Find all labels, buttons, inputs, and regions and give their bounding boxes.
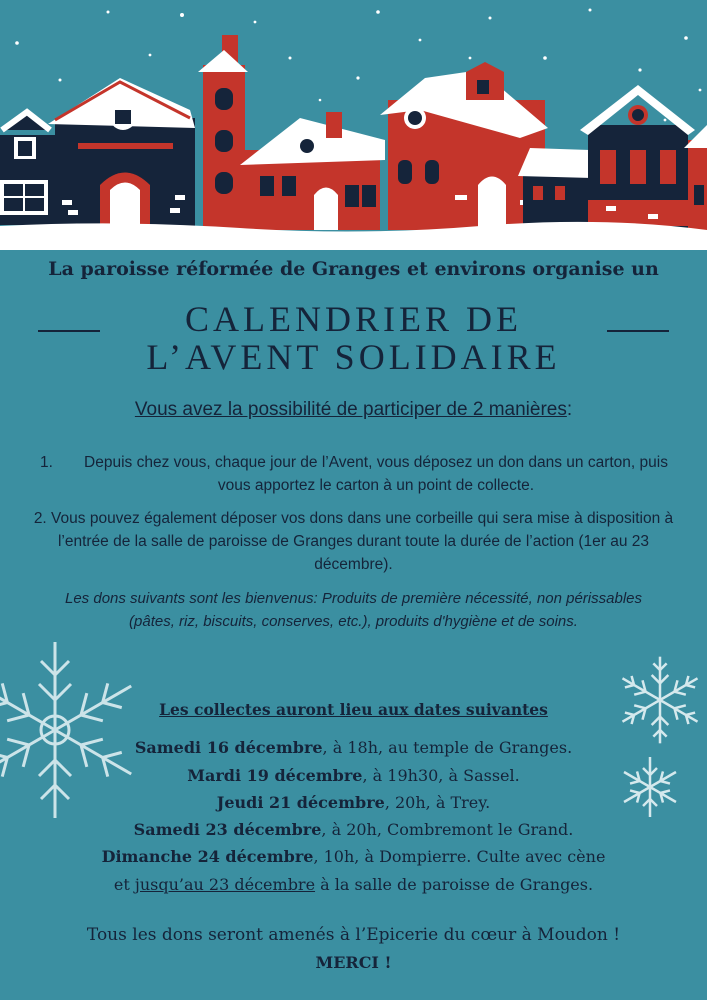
house-red-tower (198, 35, 248, 230)
collection-date: Jeudi 21 décembre, 20h, à Trey. (216, 793, 491, 812)
page-title-line1: CALENDRIER DE (185, 299, 522, 339)
house-navy-small (518, 148, 592, 230)
list-item: 2. Vous pouvez également déposer vos dons dans une corbeille qui sera mise à disposition à l’entrée de la salle de paroisse de Granges durant toute la durée de l’action (1er au 23 décembre). (33, 510, 674, 573)
collection-date: Samedi 23 décembre, à 20h, Combremont le Grand. (133, 820, 574, 839)
collections-heading: Les collectes auront lieu aux dates suivantes (159, 700, 548, 719)
house-left (0, 112, 58, 225)
intro-text: La paroisse réformée de Granges et environs organise un (48, 258, 659, 280)
snowy-village-illustration (0, 0, 707, 250)
house-navy-large (48, 78, 195, 228)
footer-text: Tous les dons seront amenés à l’Epicerie du cœur à Moudon ! (86, 925, 621, 945)
list-item-text: Depuis chez vous, chaque jour de l’Avent, vous déposez un don dans un carton, puis vous apportez le carton à un point de collecte. (84, 454, 668, 494)
house-red-middle (240, 112, 385, 230)
donations-text: Les dons suivants sont les bienvenus: Produits de première nécessité, non périssables (pâtes, riz, biscuits, conserves, etc.), produits d'hygiène et de soins. (65, 590, 642, 630)
participation-heading: Vous avez la possibilité de participer de 2 manières: (134, 399, 573, 420)
collection-date: Samedi 16 décembre, à 18h, au temple de Granges. (134, 738, 573, 757)
collection-date: Dimanche 24 décembre, 10h, à Dompierre. Culte avec cène (101, 847, 606, 866)
list-item-number: 1. (40, 454, 53, 471)
collection-date: Mardi 19 décembre, à 19h30, à Sassel. (187, 766, 520, 785)
page-title-line2: L’AVENT SOLIDAIRE (146, 337, 561, 377)
house-red-right (380, 62, 548, 230)
merci-text: MERCI ! (315, 953, 392, 972)
collection-ongoing: et jusqu’au 23 décembre à la salle de paroisse de Granges. (113, 875, 594, 894)
house-navy-right (580, 85, 695, 230)
list-item (40, 451, 680, 497)
